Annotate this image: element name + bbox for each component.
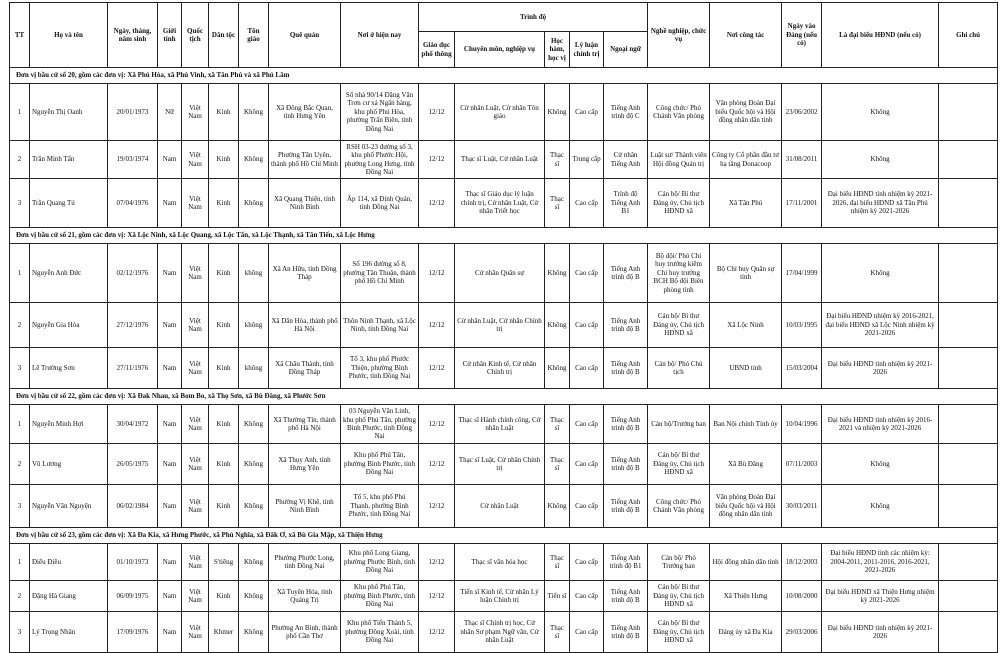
- col-header-ethnicity: Dân tộc: [209, 3, 239, 68]
- cell-dob: 27/12/1976: [108, 303, 158, 348]
- cell-gender: Nam: [158, 348, 182, 389]
- cell-specialty: Cử nhân Luật, Cử nhân Tôn giáo: [455, 84, 545, 141]
- cell-name: Nguyễn Minh Hợi: [30, 405, 108, 444]
- cell-religion: Không: [239, 612, 269, 653]
- cell-specialty: Thạc sĩ Chính trị học, Cử nhân Sư phạm Ngữ văn, Cử nhân Luật: [455, 612, 545, 653]
- cell-note: [939, 612, 998, 653]
- cell-general-edu: 12/12: [419, 485, 455, 528]
- cell-nationality: Việt Nam: [182, 141, 209, 179]
- cell-gender: Nam: [158, 612, 182, 653]
- col-header-gender: Giới tính: [158, 3, 182, 68]
- cell-dob: 06/02/1984: [108, 485, 158, 528]
- cell-gender: Nam: [158, 179, 182, 228]
- cell-general-edu: 12/12: [419, 141, 455, 179]
- cell-politics: Cao cấp: [570, 544, 604, 581]
- col-header-tt: TT: [10, 3, 30, 68]
- cell-hometown: Xã Thường Tín, thành phố Hà Nội: [269, 405, 341, 444]
- cell-religion: Không: [239, 405, 269, 444]
- cell-residence: Khu phố Long Giang, phường Phước Bình, tỉnh Đồng Nai: [341, 544, 419, 581]
- cell-general-edu: 12/12: [419, 348, 455, 389]
- cell-job: Cán bộ/ Phó Trưởng ban: [648, 544, 710, 581]
- cell-hometown: Phường Vị Khê, tỉnh Ninh Bình: [269, 485, 341, 528]
- cell-politics: Cao cấp: [570, 444, 604, 485]
- cell-tt: 2: [10, 444, 30, 485]
- cell-tt: 2: [10, 141, 30, 179]
- cell-politics: Cao cấp: [570, 348, 604, 389]
- cell-name: Nguyễn Anh Đức: [30, 244, 108, 303]
- cell-general-edu: 12/12: [419, 179, 455, 228]
- cell-general-edu: 12/12: [419, 303, 455, 348]
- cell-workplace: Xã Bù Đăng: [710, 444, 782, 485]
- cell-specialty: Thạc sĩ văn hóa học: [455, 544, 545, 581]
- cell-religion: Không: [239, 485, 269, 528]
- cell-delegate: Không: [822, 244, 939, 303]
- cell-party-date: 07/11/2003: [782, 444, 822, 485]
- candidate-table: [9, 2, 998, 653]
- cell-religion: Không: [239, 84, 269, 141]
- cell-party-date: 10/04/1996: [782, 405, 822, 444]
- electoral-unit-title: Đơn vị bầu cử số 23, gồm các đơn vị: Xã Đa Kia, xã Hưng Phước, xã Phú Nghĩa, xã Đăk Ơ, xã Bù Gia Mập, xã Thiện Hưng: [10, 528, 998, 544]
- cell-workplace: Bộ Chỉ huy Quân sự tỉnh: [710, 244, 782, 303]
- cell-name: Vũ Lương: [30, 444, 108, 485]
- cell-residence: Số 196 đường số 8, phường Tân Thuận, thành phố Hồ Chí Minh: [341, 244, 419, 303]
- cell-hometown: Xã Dân Hòa, thành phố Hà Nội: [269, 303, 341, 348]
- cell-ethnicity: Kinh: [209, 405, 239, 444]
- cell-job: Công chức/ Phó Chánh Văn phòng: [648, 84, 710, 141]
- cell-name: Nguyễn Gia Hòa: [30, 303, 108, 348]
- cell-residence: Tổ 5, khu phố Phú Thanh, phường Bình Phước, tỉnh Đồng Nai: [341, 485, 419, 528]
- col-header-delegate: Là đại biểu HĐND (nếu có): [822, 3, 939, 68]
- cell-job: Cán bộ/ Bí thư Đảng ủy, Chủ tịch HĐND xã: [648, 581, 710, 612]
- cell-degree: Thạc sĩ: [545, 544, 570, 581]
- cell-workplace: Văn phòng Đoàn Đại biểu Quốc hội và Hội đồng nhân dân tỉnh: [710, 485, 782, 528]
- cell-delegate: Không: [822, 444, 939, 485]
- cell-politics: Cao cấp: [570, 485, 604, 528]
- cell-politics: Cao cấp: [570, 612, 604, 653]
- cell-workplace: Xã Thiện Hưng: [710, 581, 782, 612]
- cell-note: [939, 303, 998, 348]
- candidate-row: [10, 544, 998, 581]
- candidate-row: [10, 348, 998, 389]
- cell-delegate: Đại biểu HĐND xã Thiện Hưng nhiệm kỳ 2021-2026: [822, 581, 939, 612]
- cell-religion: không: [239, 244, 269, 303]
- cell-nationality: Việt Nam: [182, 581, 209, 612]
- cell-degree: Không: [545, 348, 570, 389]
- cell-language: Tiếng Anh trình độ B: [604, 244, 648, 303]
- cell-job: Cán bộ/ Phó Chủ tịch: [648, 348, 710, 389]
- cell-residence: Số nhà 90/14 Đặng Văn Trơn cư xá Ngân hàng, khu phố Phú Hòa, phường Trấn Biên, tỉnh Đồng Nai: [341, 84, 419, 141]
- cell-workplace: Công ty Cổ phần đầu tư hạ tầng Donacoop: [710, 141, 782, 179]
- cell-ethnicity: Kinh: [209, 179, 239, 228]
- cell-hometown: Xã An Hữu, tỉnh Đồng Tháp: [269, 244, 341, 303]
- col-header-job: Nghề nghiệp, chức vụ: [648, 3, 710, 68]
- col-header-general-edu: Giáo dục phổ thông: [419, 32, 455, 68]
- cell-language: Tiếng Anh trình độ B: [604, 405, 648, 444]
- cell-religion: không: [239, 303, 269, 348]
- cell-nationality: Việt Nam: [182, 405, 209, 444]
- cell-hometown: Xã Quang Thiện, tỉnh Ninh Bình: [269, 179, 341, 228]
- cell-dob: 06/09/1975: [108, 581, 158, 612]
- candidate-table-sheet: [9, 2, 997, 653]
- cell-specialty: Cử nhân Luật: [455, 485, 545, 528]
- cell-politics: Cao cấp: [570, 84, 604, 141]
- electoral-unit-row: [10, 68, 998, 84]
- cell-dob: 20/01/1973: [108, 84, 158, 141]
- cell-religion: Không: [239, 179, 269, 228]
- cell-dob: 07/04/1976: [108, 179, 158, 228]
- electoral-unit-title: Đơn vị bầu cử số 20, gồm các đơn vị: Xã Phú Hòa, xã Phú Vinh, xã Tân Phú và xã Phú Lâm: [10, 68, 998, 84]
- cell-tt: 3: [10, 612, 30, 653]
- cell-politics: Cao cấp: [570, 581, 604, 612]
- cell-nationality: Việt Nam: [182, 303, 209, 348]
- cell-specialty: Thạc sĩ Hành chính công, Cử nhân Luật: [455, 405, 545, 444]
- cell-dob: 30/04/1972: [108, 405, 158, 444]
- cell-language: Tiếng Anh trình độ B: [604, 581, 648, 612]
- cell-note: [939, 348, 998, 389]
- cell-general-edu: 12/12: [419, 612, 455, 653]
- cell-party-date: 23/06/2002: [782, 84, 822, 141]
- cell-degree: Thạc sĩ: [545, 612, 570, 653]
- col-header-degree: Học hàm, học vị: [545, 32, 570, 68]
- cell-name: Trần Quang Tú: [30, 179, 108, 228]
- cell-job: Bộ đội/ Phó Chỉ huy trưởng kiêm Chỉ huy trưởng BCH Bộ đội Biên phòng tỉnh: [648, 244, 710, 303]
- cell-note: [939, 141, 998, 179]
- cell-delegate: Không: [822, 485, 939, 528]
- candidate-row: [10, 581, 998, 612]
- col-header-religion: Tôn giáo: [239, 3, 269, 68]
- cell-residence: Ấp 114, xã Định Quán, tỉnh Đồng Nai: [341, 179, 419, 228]
- cell-note: [939, 581, 998, 612]
- cell-gender: Nam: [158, 141, 182, 179]
- cell-politics: Cao cấp: [570, 244, 604, 303]
- cell-name: Nguyễn Văn Nguyện: [30, 485, 108, 528]
- cell-dob: 26/05/1975: [108, 444, 158, 485]
- cell-politics: Trung cấp: [570, 141, 604, 179]
- cell-workplace: UBND tỉnh: [710, 348, 782, 389]
- table-body: [10, 68, 998, 653]
- cell-politics: Cao cấp: [570, 179, 604, 228]
- cell-gender: Nam: [158, 485, 182, 528]
- col-header-party-date: Ngày vào Đảng (nếu có): [782, 3, 822, 68]
- cell-job: Cán bộ/Trưởng ban: [648, 405, 710, 444]
- cell-religion: không: [239, 348, 269, 389]
- candidate-row: [10, 141, 998, 179]
- cell-language: Tiếng Anh trình độ B: [604, 485, 648, 528]
- cell-tt: 1: [10, 84, 30, 141]
- electoral-unit-title: Đơn vị bầu cử số 21, gồm các đơn vị: Xã Lộc Ninh, xã Lộc Quang, xã Lộc Tấn, xã Lộc Thạnh, xã Tân Tiến, xã Lộc Hưng: [10, 228, 998, 244]
- cell-politics: Cao cấp: [570, 303, 604, 348]
- cell-ethnicity: Kinh: [209, 141, 239, 179]
- cell-residence: Khu phố Tiến Thành 5, phường Đồng Xoài, tỉnh Đồng Nai: [341, 612, 419, 653]
- cell-note: [939, 544, 998, 581]
- candidate-row: [10, 405, 998, 444]
- cell-hometown: Xã Thụy Anh, tỉnh Hưng Yên: [269, 444, 341, 485]
- candidate-row: [10, 244, 998, 303]
- cell-language: Tiếng Anh trình độ B: [604, 444, 648, 485]
- cell-degree: Không: [545, 485, 570, 528]
- cell-tt: 2: [10, 303, 30, 348]
- cell-specialty: Tiến sĩ Kinh tế, Cử nhân Lý luận Chính trị: [455, 581, 545, 612]
- cell-tt: 2: [10, 581, 30, 612]
- cell-hometown: Xã Đông Bắc Quan, tỉnh Hưng Yên: [269, 84, 341, 141]
- cell-degree: Thạc sĩ: [545, 444, 570, 485]
- cell-workplace: Ban Nội chính Tỉnh ủy: [710, 405, 782, 444]
- cell-ethnicity: Kinh: [209, 303, 239, 348]
- cell-nationality: Việt Nam: [182, 544, 209, 581]
- cell-tt: 3: [10, 179, 30, 228]
- cell-delegate: Đại biểu HĐND tỉnh nhiệm kỳ 2021-2026: [822, 348, 939, 389]
- cell-degree: Không: [545, 303, 570, 348]
- cell-general-edu: 12/12: [419, 544, 455, 581]
- cell-ethnicity: Kinh: [209, 244, 239, 303]
- electoral-unit-row: [10, 528, 998, 544]
- col-header-level-group: Trình độ: [419, 3, 648, 32]
- cell-nationality: Việt Nam: [182, 612, 209, 653]
- cell-ethnicity: Kinh: [209, 581, 239, 612]
- cell-general-edu: 12/12: [419, 84, 455, 141]
- cell-ethnicity: Kinh: [209, 444, 239, 485]
- cell-language: Trình độ Tiếng Anh B1: [604, 179, 648, 228]
- col-header-nationality: Quốc tịch: [182, 3, 209, 68]
- electoral-unit-row: [10, 228, 998, 244]
- cell-residence: Thôn Ninh Thạnh, xã Lộc Ninh, tỉnh Đồng Nai: [341, 303, 419, 348]
- cell-nationality: Việt Nam: [182, 84, 209, 141]
- cell-tt: 3: [10, 485, 30, 528]
- cell-religion: Không: [239, 141, 269, 179]
- cell-ethnicity: Kinh: [209, 348, 239, 389]
- cell-tt: 1: [10, 544, 30, 581]
- cell-party-date: 31/08/2011: [782, 141, 822, 179]
- cell-hometown: Xã Tuyên Hóa, tỉnh Quảng Trị: [269, 581, 341, 612]
- cell-general-edu: 12/12: [419, 581, 455, 612]
- cell-name: Đặng Hà Giang: [30, 581, 108, 612]
- cell-delegate: Đại biểu HĐND nhiệm kỳ 2016-2021, đại biểu HĐND xã Lộc Ninh nhiệm kỳ 2021-2026: [822, 303, 939, 348]
- cell-dob: 27/11/1976: [108, 348, 158, 389]
- cell-workplace: Hội đồng nhân dân tỉnh: [710, 544, 782, 581]
- electoral-unit-row: [10, 389, 998, 405]
- cell-job: Công chức/ Phó Chánh Văn phòng: [648, 485, 710, 528]
- cell-name: Nguyễn Thị Oanh: [30, 84, 108, 141]
- cell-degree: Không: [545, 244, 570, 303]
- cell-ethnicity: Kinh: [209, 485, 239, 528]
- cell-ethnicity: S'tiêng: [209, 544, 239, 581]
- cell-degree: Không: [545, 84, 570, 141]
- cell-language: Tiếng Anh trình độ C: [604, 84, 648, 141]
- cell-language: Tiếng Anh trình độ B: [604, 612, 648, 653]
- cell-religion: Không: [239, 544, 269, 581]
- cell-job: Cán bộ/ Bí thư Đảng ủy, Chủ tịch HĐND xã: [648, 612, 710, 653]
- cell-residence: Khu phố Phú Tân, phường Bình Phước, tỉnh Đồng Nai: [341, 581, 419, 612]
- cell-gender: Nam: [158, 303, 182, 348]
- cell-specialty: Cử nhân Kinh tế, Cử nhân Chính trị: [455, 348, 545, 389]
- cell-delegate: Đại biểu HĐND tỉnh nhiệm kỳ 2021-2026, đại biểu HĐND xã Tân Phú nhiệm kỳ 2021-2026: [822, 179, 939, 228]
- cell-hometown: Xã Châu Thành, tỉnh Đồng Tháp: [269, 348, 341, 389]
- candidate-row: [10, 485, 998, 528]
- cell-workplace: Xã Lộc Ninh: [710, 303, 782, 348]
- cell-workplace: Văn phòng Đoàn Đại biểu Quốc hội và Hội đồng nhân dân tỉnh: [710, 84, 782, 141]
- cell-note: [939, 244, 998, 303]
- cell-residence: Khu phố Phú Tân, phường Bình Phước, tỉnh Đồng Nai: [341, 444, 419, 485]
- cell-gender: Nam: [158, 244, 182, 303]
- cell-note: [939, 444, 998, 485]
- cell-delegate: Không: [822, 141, 939, 179]
- candidate-row: [10, 303, 998, 348]
- cell-party-date: 10/03/1995: [782, 303, 822, 348]
- cell-dob: 02/12/1976: [108, 244, 158, 303]
- cell-party-date: 30/03/2011: [782, 485, 822, 528]
- cell-job: Cán bộ/ Bí thư Đảng ủy, Chủ tịch HĐND xã: [648, 179, 710, 228]
- cell-language: Tiếng Anh trình độ B1: [604, 544, 648, 581]
- cell-hometown: Phường Tân Uyên, thành phố Hồ Chí Minh: [269, 141, 341, 179]
- candidate-row: [10, 612, 998, 653]
- cell-general-edu: 12/12: [419, 444, 455, 485]
- cell-residence: 03 Nguyễn Văn Linh, khu phố Phú Tân, phường Bình Phước, tỉnh Đồng Nai: [341, 405, 419, 444]
- cell-degree: Tiến sĩ: [545, 581, 570, 612]
- cell-party-date: 18/12/2003: [782, 544, 822, 581]
- cell-language: Tiếng Anh trình độ B: [604, 303, 648, 348]
- cell-party-date: 17/11/2001: [782, 179, 822, 228]
- col-header-note: Ghi chú: [939, 3, 998, 68]
- cell-name: Lê Trường Sơn: [30, 348, 108, 389]
- cell-party-date: 17/04/1999: [782, 244, 822, 303]
- cell-party-date: 29/03/2006: [782, 612, 822, 653]
- cell-delegate: Đại biểu HĐND tỉnh các nhiệm kỳ: 2004-2011, 2011-2016, 2016-2021, 2021-2026: [822, 544, 939, 581]
- cell-gender: Nữ: [158, 84, 182, 141]
- cell-tt: 1: [10, 405, 30, 444]
- cell-degree: Thạc sĩ: [545, 405, 570, 444]
- cell-tt: 3: [10, 348, 30, 389]
- cell-hometown: Phường Phước Long, tỉnh Đồng Nai: [269, 544, 341, 581]
- header-row-top: [10, 3, 998, 32]
- cell-ethnicity: Kinh: [209, 84, 239, 141]
- cell-name: Trần Minh Tấn: [30, 141, 108, 179]
- col-header-politics: Lý luận chính trị: [570, 32, 604, 68]
- cell-specialty: Thạc sĩ Luật, Cử nhân Luật: [455, 141, 545, 179]
- candidate-row: [10, 444, 998, 485]
- cell-gender: Nam: [158, 581, 182, 612]
- cell-dob: 01/10/1973: [108, 544, 158, 581]
- cell-delegate: Đại biểu HĐND tỉnh nhiệm kỳ 2016-2021 và nhiệm kỳ 2021-2026: [822, 405, 939, 444]
- cell-gender: Nam: [158, 544, 182, 581]
- cell-tt: 1: [10, 244, 30, 303]
- cell-note: [939, 485, 998, 528]
- cell-name: Lý Trọng Nhân: [30, 612, 108, 653]
- col-header-name: Họ và tên: [30, 3, 108, 68]
- cell-general-edu: 12/12: [419, 244, 455, 303]
- cell-religion: Không: [239, 581, 269, 612]
- cell-job: Luật sư/ Thành viên Hội đồng Quản trị: [648, 141, 710, 179]
- cell-residence: Tổ 3, khu phố Phước Thiện, phường Bình Phước, tỉnh Đồng Nai: [341, 348, 419, 389]
- candidate-row: [10, 84, 998, 141]
- cell-religion: Không: [239, 444, 269, 485]
- col-header-hometown: Quê quán: [269, 3, 341, 68]
- cell-delegate: Không: [822, 84, 939, 141]
- cell-note: [939, 84, 998, 141]
- cell-name: Điểu Điều: [30, 544, 108, 581]
- cell-specialty: Cử nhân Quân sự: [455, 244, 545, 303]
- cell-workplace: Đảng ủy xã Đa Kia: [710, 612, 782, 653]
- cell-nationality: Việt Nam: [182, 444, 209, 485]
- cell-note: [939, 179, 998, 228]
- cell-job: Cán bộ/ Bí thư Đảng ủy, Chủ tịch HĐND xã: [648, 444, 710, 485]
- cell-workplace: Xã Tân Phú: [710, 179, 782, 228]
- cell-hometown: Phường An Bình, thành phố Cần Thơ: [269, 612, 341, 653]
- cell-specialty: Thạc sĩ Luật, Cử nhân Chính trị: [455, 444, 545, 485]
- cell-politics: Cao cấp: [570, 405, 604, 444]
- cell-job: Cán bộ/ Bí thư Đảng ủy, Chủ tịch HĐND xã: [648, 303, 710, 348]
- cell-degree: Thạc sĩ: [545, 179, 570, 228]
- cell-dob: 19/03/1974: [108, 141, 158, 179]
- cell-language: Tiếng Anh trình độ B: [604, 348, 648, 389]
- cell-degree: Thạc sĩ: [545, 141, 570, 179]
- cell-note: [939, 405, 998, 444]
- cell-residence: RSH 03-23 đường số 3, khu phố Phước Hội, phường Long Hưng, tỉnh Đồng Nai: [341, 141, 419, 179]
- col-header-specialty: Chuyên môn, nghiệp vụ: [455, 32, 545, 68]
- cell-dob: 17/09/1976: [108, 612, 158, 653]
- col-header-workplace: Nơi công tác: [710, 3, 782, 68]
- cell-language: Cử nhân Tiếng Anh: [604, 141, 648, 179]
- candidate-row: [10, 179, 998, 228]
- electoral-unit-title: Đơn vị bầu cử số 22, gồm các đơn vị: Xã Đak Nhau, xã Bom Bo, xã Thọ Sơn, xã Bù Đăng, xã Phước Sơn: [10, 389, 998, 405]
- cell-gender: Nam: [158, 444, 182, 485]
- cell-general-edu: 12/12: [419, 405, 455, 444]
- cell-nationality: Việt Nam: [182, 348, 209, 389]
- col-header-dob: Ngày, tháng, năm sinh: [108, 3, 158, 68]
- cell-party-date: 15/03/2004: [782, 348, 822, 389]
- cell-gender: Nam: [158, 405, 182, 444]
- col-header-residence: Nơi ở hiện nay: [341, 3, 419, 68]
- cell-specialty: Cử nhân Luật, Cử nhân Chính trị: [455, 303, 545, 348]
- cell-nationality: Việt Nam: [182, 244, 209, 303]
- col-header-language: Ngoại ngữ: [604, 32, 648, 68]
- cell-nationality: Việt Nam: [182, 485, 209, 528]
- cell-party-date: 10/08/2000: [782, 581, 822, 612]
- cell-nationality: Việt Nam: [182, 179, 209, 228]
- cell-specialty: Thạc sĩ Giáo dục lý luận chính trị, Cử nhân Luật, Cử nhân Triết học: [455, 179, 545, 228]
- cell-ethnicity: Khmer: [209, 612, 239, 653]
- cell-delegate: Đại biểu HĐND tỉnh nhiệm kỳ 2021-2026: [822, 612, 939, 653]
